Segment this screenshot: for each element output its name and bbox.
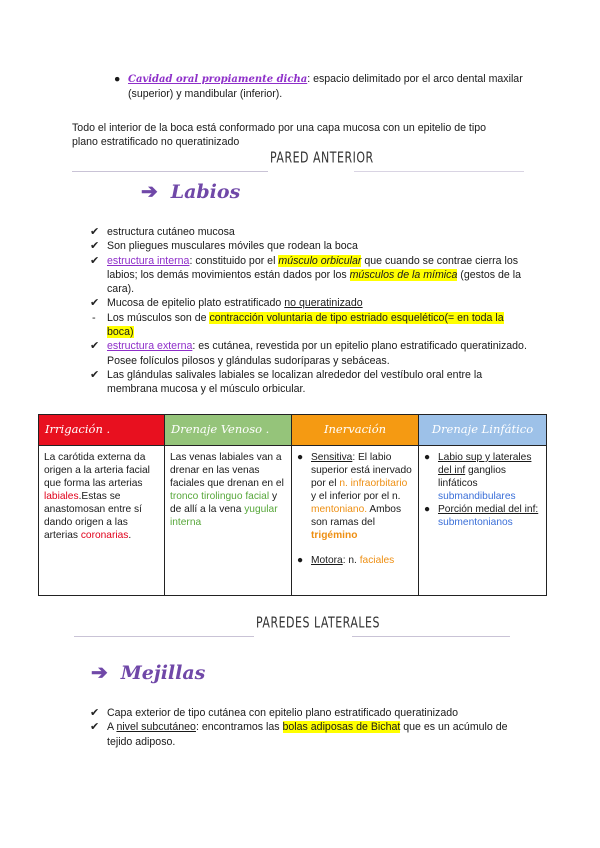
list-item (90, 706, 530, 720)
list-item-text: : encontramos las (195, 721, 283, 734)
list-item-text: que es un acúmulo de tejido adiposo. (107, 721, 508, 748)
arrow-icon: ➔ (91, 662, 108, 684)
blue-text: submandibulares (438, 491, 516, 503)
check-icon: ✔ (90, 368, 100, 381)
mejillas-title: Mejillas (120, 662, 206, 684)
cell-text: : n. (342, 555, 360, 567)
mejillas-list (90, 706, 530, 749)
list-item-text: Capa exterior de tipo cutánea con epitelio plano estratificado queratinizado (107, 707, 459, 719)
link-estructura-interna[interactable]: estructura interna (107, 254, 190, 267)
table-header-row (39, 415, 547, 446)
section-divider-left (74, 636, 254, 637)
cell-text: y de allí a la vena (170, 491, 278, 516)
inervacion-list (297, 451, 413, 567)
section-divider-right (352, 636, 510, 637)
mejillas-heading (91, 660, 205, 687)
list-item (90, 311, 530, 340)
linfatico-list (424, 451, 541, 529)
cell-text: Ambos son ramas del (311, 504, 402, 529)
cell-text: y el inferior por el n. (311, 491, 401, 503)
cell-text: . (128, 530, 132, 542)
underlined-text: nivel subcutáneo (116, 721, 196, 734)
list-item-text: Mucosa de epitelio plato estratificado (107, 297, 285, 310)
cell-text: .Estas se anastomosan entre sí dando origen a las arterias (44, 491, 142, 542)
orange-text: faciales (359, 555, 395, 567)
cell-irrigacion (39, 446, 165, 596)
list-item (424, 451, 541, 503)
cell-text: La carótida externa da origen a la arteria facial que forma las arterias (44, 452, 150, 490)
list-item-text: : es cutánea, revestida por un epitelio plano estratificado queratinizado. Posee folículos pilosos y glándulas sudoríparas y sebáceas. (107, 340, 527, 367)
check-icon: ✔ (90, 254, 100, 267)
cell-drenaje-linfatico (419, 446, 547, 596)
list-item (90, 339, 530, 368)
orange-text: mentoniano. (311, 504, 368, 516)
bullet-text: : espacio delimitado por el arco dental maxilar (superior) y mandibular (inferior). (128, 73, 523, 100)
header-drenaje-linfatico: Drenaje Linfático (419, 415, 547, 446)
intro-paragraph: Todo el interior de la boca está conformado por una capa mucosa con un epitelio de tipo plano estratificado no queratinizado (72, 122, 487, 149)
underlined-text: Labio sup y laterales del inf (438, 452, 532, 477)
link-estructura-externa[interactable]: estructura externa (107, 340, 193, 353)
cell-text: ganglios linfáticos (438, 465, 506, 490)
green-text: yugular interna (170, 504, 278, 529)
check-icon: ✔ (90, 340, 100, 353)
orange-bold-text: trigémino (311, 530, 358, 542)
highlight-musculo-orbicular: músculo orbicular (278, 254, 362, 267)
list-item-text: estructura cutáneo mucosa (107, 226, 235, 238)
red-text: coronarias (80, 530, 129, 542)
list-item-text: Son pliegues musculares móviles que rodean la boca (107, 240, 358, 253)
list-item-text: Las glándulas salivales labiales se localizan alrededor del vestíbulo oral entre la membrana mucosa y el músculo orbicular. (107, 368, 483, 396)
bullet-icon: ● (297, 555, 304, 567)
labios-title: Labios (170, 181, 241, 203)
list-item-text: (gestos de la cara). (107, 268, 521, 296)
check-icon: ✔ (90, 297, 100, 310)
dash-marker: - (92, 311, 96, 324)
bullet-icon: ● (424, 504, 431, 516)
section-title-pared-anterior: PARED ANTERIOR (270, 148, 374, 167)
list-item-text: Los músculos son de (107, 311, 210, 324)
cell-text: Las venas labiales van a drenar en las venas faciales que drenan en el (170, 452, 284, 490)
header-irrigacion: Irrigación . (39, 415, 165, 446)
sensitiva-label: Sensitiva (311, 452, 353, 463)
list-item (90, 368, 530, 397)
bullet-icon: ● (424, 452, 431, 463)
list-item (297, 554, 413, 567)
motora-label: Motora (311, 555, 343, 567)
highlight-contraccion: contracción voluntaria de tipo estriado esquelético(= en toda la boca) (107, 311, 504, 339)
check-icon: ✔ (90, 721, 100, 734)
list-item-text: : constituido por el (189, 254, 279, 267)
underlined-text: no queratinizado (284, 297, 363, 310)
list-item (90, 720, 530, 749)
list-item (297, 451, 413, 542)
highlight-bolas-bichat: bolas adiposas de Bichat (282, 721, 401, 734)
green-text: tronco tirolinguo facial (170, 491, 270, 503)
cell-text: : El labio superior está inervado por el (311, 452, 412, 490)
list-item (90, 296, 530, 310)
bullet-title: Cavidad oral propiamente dicha (128, 74, 308, 85)
underlined-text: Porción medial del inf: (438, 504, 539, 516)
section-divider-right (354, 171, 524, 172)
highlight-musculos-mimica: músculos de la mímica (349, 268, 458, 281)
bullet-icon: ● (297, 452, 304, 463)
list-item (424, 503, 541, 529)
section-divider-left (72, 171, 268, 172)
check-icon: ✔ (90, 240, 100, 253)
check-icon: ✔ (90, 226, 100, 238)
labios-table (38, 414, 547, 596)
list-item (90, 239, 530, 253)
blue-text: submentonianos (438, 517, 513, 529)
table-row (39, 446, 547, 596)
cell-inervacion (292, 446, 419, 596)
list-item (90, 254, 530, 297)
labios-list (90, 225, 530, 397)
section-title-paredes-laterales: PAREDES LATERALES (256, 613, 380, 632)
arrow-icon: ➔ (141, 181, 158, 203)
labios-heading (141, 179, 240, 206)
red-text: labiales (44, 491, 79, 503)
header-inervacion: Inervación (292, 415, 419, 446)
list-item-text: A (107, 721, 117, 734)
top-bullet (114, 72, 528, 101)
list-item (90, 225, 530, 239)
bullet-marker: ● (114, 73, 121, 85)
check-icon: ✔ (90, 707, 100, 719)
orange-text: n. infraorbitario (339, 478, 408, 490)
cell-drenaje-venoso (165, 446, 292, 596)
header-drenaje-venoso: Drenaje Venoso . (165, 415, 292, 446)
list-item-text: que cuando se contrae cierra los labios; los demás movimientos están dados por los (107, 254, 519, 281)
